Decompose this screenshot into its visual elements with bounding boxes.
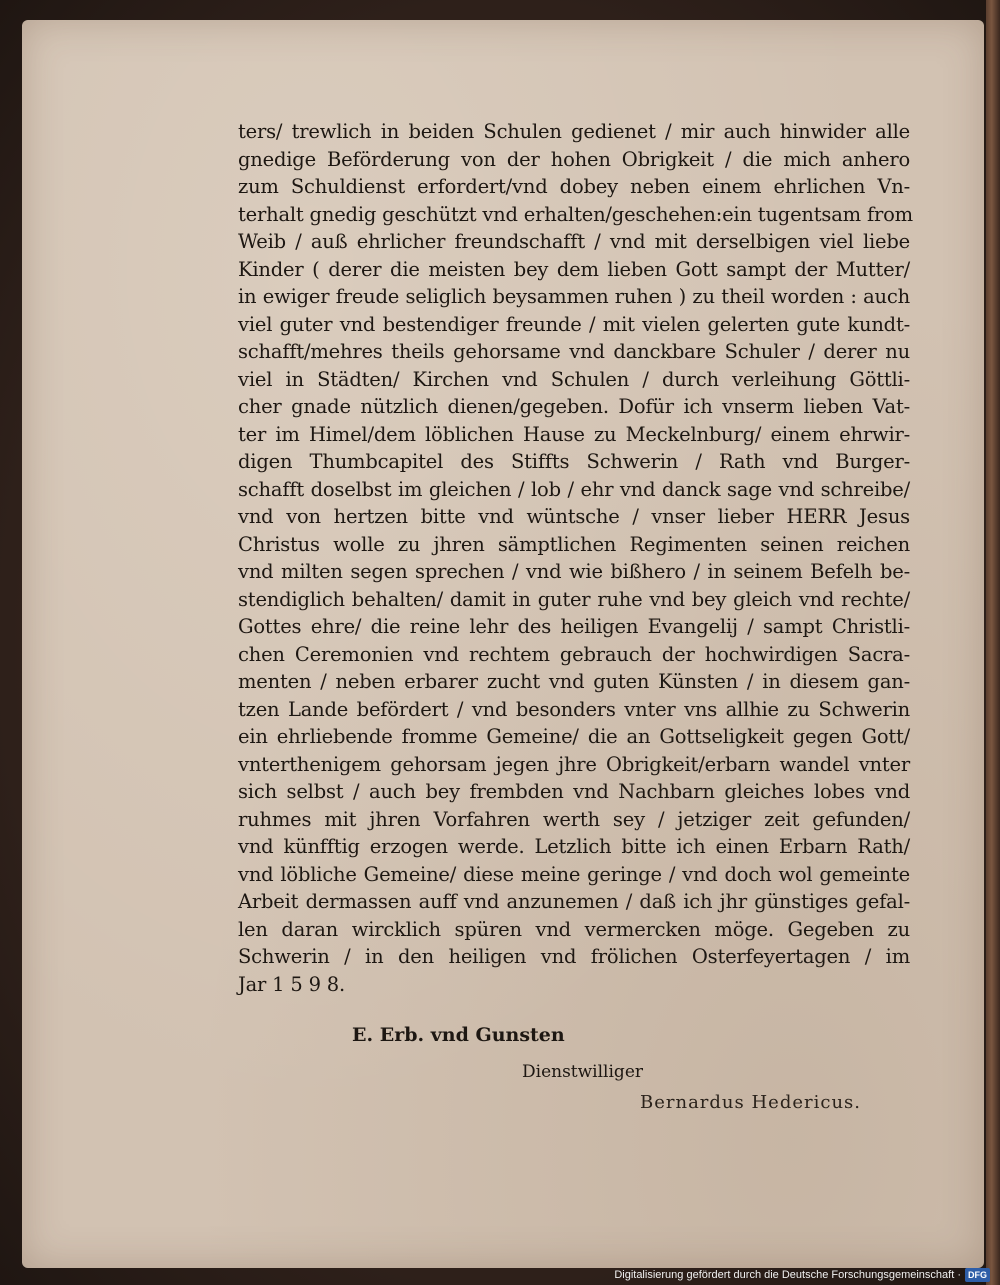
text-line: vnd von hertzen bitte vnd wüntsche / vnser lieber HERR Jesus <box>238 505 910 528</box>
text-line: gnedige Beförderung von der hohen Obrigkeit / die mich anhero <box>238 147 910 171</box>
text-line: vnterthenigem gehorsam jegen jhre Obrigkeit/erbarn wandel vnter <box>238 752 910 776</box>
text-line: zum Schuldienst erfordert/vnd dobey neben einem ehrlichen Vn- <box>238 175 910 198</box>
salutation: E. Erb. vnd Gunsten <box>352 1024 565 1046</box>
text-line: Kinder ( derer die meisten bey dem lieben Gott sampt der Mutter/ <box>238 257 910 281</box>
text-line: Schwerin / in den heiligen vnd frölichen Osterfeyertagen / im <box>238 945 910 968</box>
closing-servant: Dienstwilliger <box>522 1062 644 1082</box>
text-line: terhalt gnedig geschützt vnd erhalten/geschehen:ein tugentsam from <box>238 202 913 226</box>
text-line: ruhmes mit jhren Vorfahren werth sey / jetziger zeit gefunden/ <box>238 807 910 831</box>
text-line: chen Ceremonien vnd rechtem gebrauch der hochwirdigen Sacra- <box>238 642 910 666</box>
dfg-logo-icon: DFG <box>965 1268 990 1282</box>
text-line: tzen Lande befördert / vnd besonders vnter vns allhie zu Schwerin <box>238 697 910 721</box>
text-line: Arbeit dermassen auff vnd anzunemen / daß ich jhr günstiges gefal- <box>238 890 910 913</box>
text-line: Gottes ehre/ die reine lehr des heiligen Evangelij / sampt Christli- <box>238 615 910 638</box>
text-line: len daran wircklich spüren vnd vermercken möge. Gegeben zu <box>238 917 910 941</box>
text-line: vnd löbliche Gemeine/ diese meine geringe / vnd doch wol gemeinte <box>238 862 910 886</box>
text-line: schafft/mehres theils gehorsame vnd danckbare Schuler / derer nu <box>238 340 910 363</box>
book-cover-edge <box>986 0 1000 1285</box>
author-signature: Bernardus Hedericus. <box>640 1092 862 1113</box>
text-line: viel in Städten/ Kirchen vnd Schulen / durch verleihung Göttli- <box>238 367 910 391</box>
text-line: ter im Himel/dem löblichen Hause zu Meckelnburg/ einem ehrwir- <box>238 422 910 446</box>
text-line: vnd milten segen sprechen / vnd wie bißhero / in seinem Befelh be- <box>238 560 910 583</box>
text-line: ters/ trewlich in beiden Schulen gedienet / mir auch hinwider alle <box>238 120 910 143</box>
text-line: sich selbst / auch bey frembden vnd Nachbarn gleiches lobes vnd <box>238 780 910 803</box>
text-line: in ewiger freude seliglich beysammen ruhen ) zu theil worden : auch <box>238 285 910 308</box>
funding-note: Digitalisierung gefördert durch die Deutsche Forschungsgemeinschaft · <box>614 1269 961 1282</box>
text-line: vnd künfftig erzogen werde. Letzlich bitte ich einen Erbarn Rath/ <box>238 835 910 858</box>
body-text <box>238 118 913 998</box>
text-line: cher gnade nützlich dienen/gegeben. Dofür ich vnserm lieben Vat- <box>238 395 910 418</box>
text-line: menten / neben erbarer zucht vnd guten Künsten / in diesem gan- <box>238 670 910 693</box>
text-line: Jar 1 5 9 8. <box>238 972 345 996</box>
text-line: ein ehrliebende fromme Gemeine/ die an Gottseligkeit gegen Gott/ <box>238 725 910 748</box>
text-line: Weib / auß ehrlicher freundschafft / vnd mit derselbigen viel liebe <box>238 230 910 253</box>
text-line: digen Thumbcapitel des Stiffts Schwerin / Rath vnd Burger- <box>238 450 910 473</box>
funding-footer <box>610 1267 990 1283</box>
text-line: schafft doselbst im gleichen / lob / ehr vnd danck sage vnd schreibe/ <box>238 477 910 501</box>
text-line: Christus wolle zu jhren sämptlichen Regimenten seinen reichen <box>238 532 910 556</box>
text-line: viel guter vnd bestendiger freunde / mit vielen gelerten gute kundt- <box>238 312 910 336</box>
text-line: stendiglich behalten/ damit in guter ruhe vnd bey gleich vnd rechte/ <box>238 587 910 611</box>
